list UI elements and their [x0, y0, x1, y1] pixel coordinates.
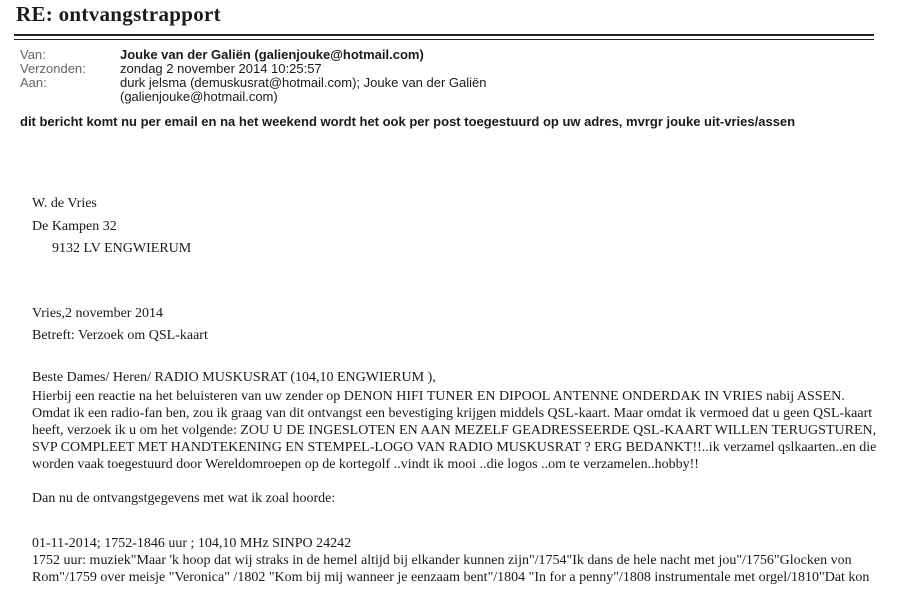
header-divider — [14, 34, 874, 36]
letter-date: Vries,2 november 2014 — [32, 306, 163, 321]
sent-value: zondag 2 november 2014 10:25:57 — [120, 61, 322, 76]
header-divider-thin — [14, 39, 874, 40]
sent-label: Verzonden: — [20, 61, 86, 76]
letter-salutation: Beste Dames/ Heren/ RADIO MUSKUSRAT (104,10 ENGWIERUM ), — [32, 370, 436, 385]
sender-name: W. de Vries — [32, 196, 97, 211]
from-value: Jouke van der Galiën (galienjouke@hotmail.com) — [120, 47, 424, 62]
reception-details: 01-11-2014; 1752-1846 uur ; 104,10 MHz SINPO 24242 — [32, 536, 352, 551]
to-value-line1: durk jelsma (demuskusrat@hotmail.com); Jouke van der Galiën — [120, 75, 487, 90]
from-label: Van: — [20, 47, 46, 62]
reception-intro: Dan nu de ontvangstgegevens met wat ik zoal hoorde: — [32, 491, 336, 506]
listening-log: 1752 uur: muziek"Maar 'k hoop dat wij straks in de hemel altijd bij elkander kunnen zijn"/1754"Ik dans de hele nacht met jou"/1756"Glocken von Rom"/1759 over meisje "Veronica" /1802 "Kom bij mij wanneer je eenzaam bent"/1804 "In for a penny"/1808 instrumentale met orgel/1810"Dat kon — [32, 553, 870, 585]
to-value-line2: (galienjouke@hotmail.com) — [120, 89, 278, 104]
letter-subject: Betreft: Verzoek om QSL-kaart — [32, 328, 208, 343]
to-label: Aan: — [20, 75, 47, 90]
sender-street: De Kampen 32 — [32, 219, 117, 234]
letter-body: Hierbij een reactie na het beluisteren van uw zender op DENON HIFI TUNER EN DIPOOL ANTENNE ONDERDAK IN VRIES nabij ASSEN. Omdat ik een radio-fan ben, zou ik graag van dit ontvangst een bevestiging krijgen middels QSL-kaart. Maar omdat ik vermoed dat u geen QSL-kaart heeft, verzoek ik u om het volgende: ZOU U DE INGESLOTEN EN AAN MEZELF GEADRESSEERDE QSL-KAART WILLEN TERUGSTUREN, SVP COMPLEET MET HANDTEKENING EN STEMPEL-LOGO VAN RADIO MUSKUSRAT ? ERG BEDANKT!!..ik verzamel qslkaarten..en die worden vaak toegestuurd door Wereldomroepen op de kortegolf ..vindt ik mooi ..die logos ..om te verzamelen..hobby!! — [32, 389, 877, 472]
sender-city: 9132 LV ENGWIERUM — [52, 241, 192, 256]
email-note: dit bericht komt nu per email en na het weekend wordt het ook per post toegestuurd op uw adres, mvrgr jouke uit-vries/assen — [20, 114, 796, 129]
email-subject: RE: ontvangstrapport — [16, 2, 221, 26]
